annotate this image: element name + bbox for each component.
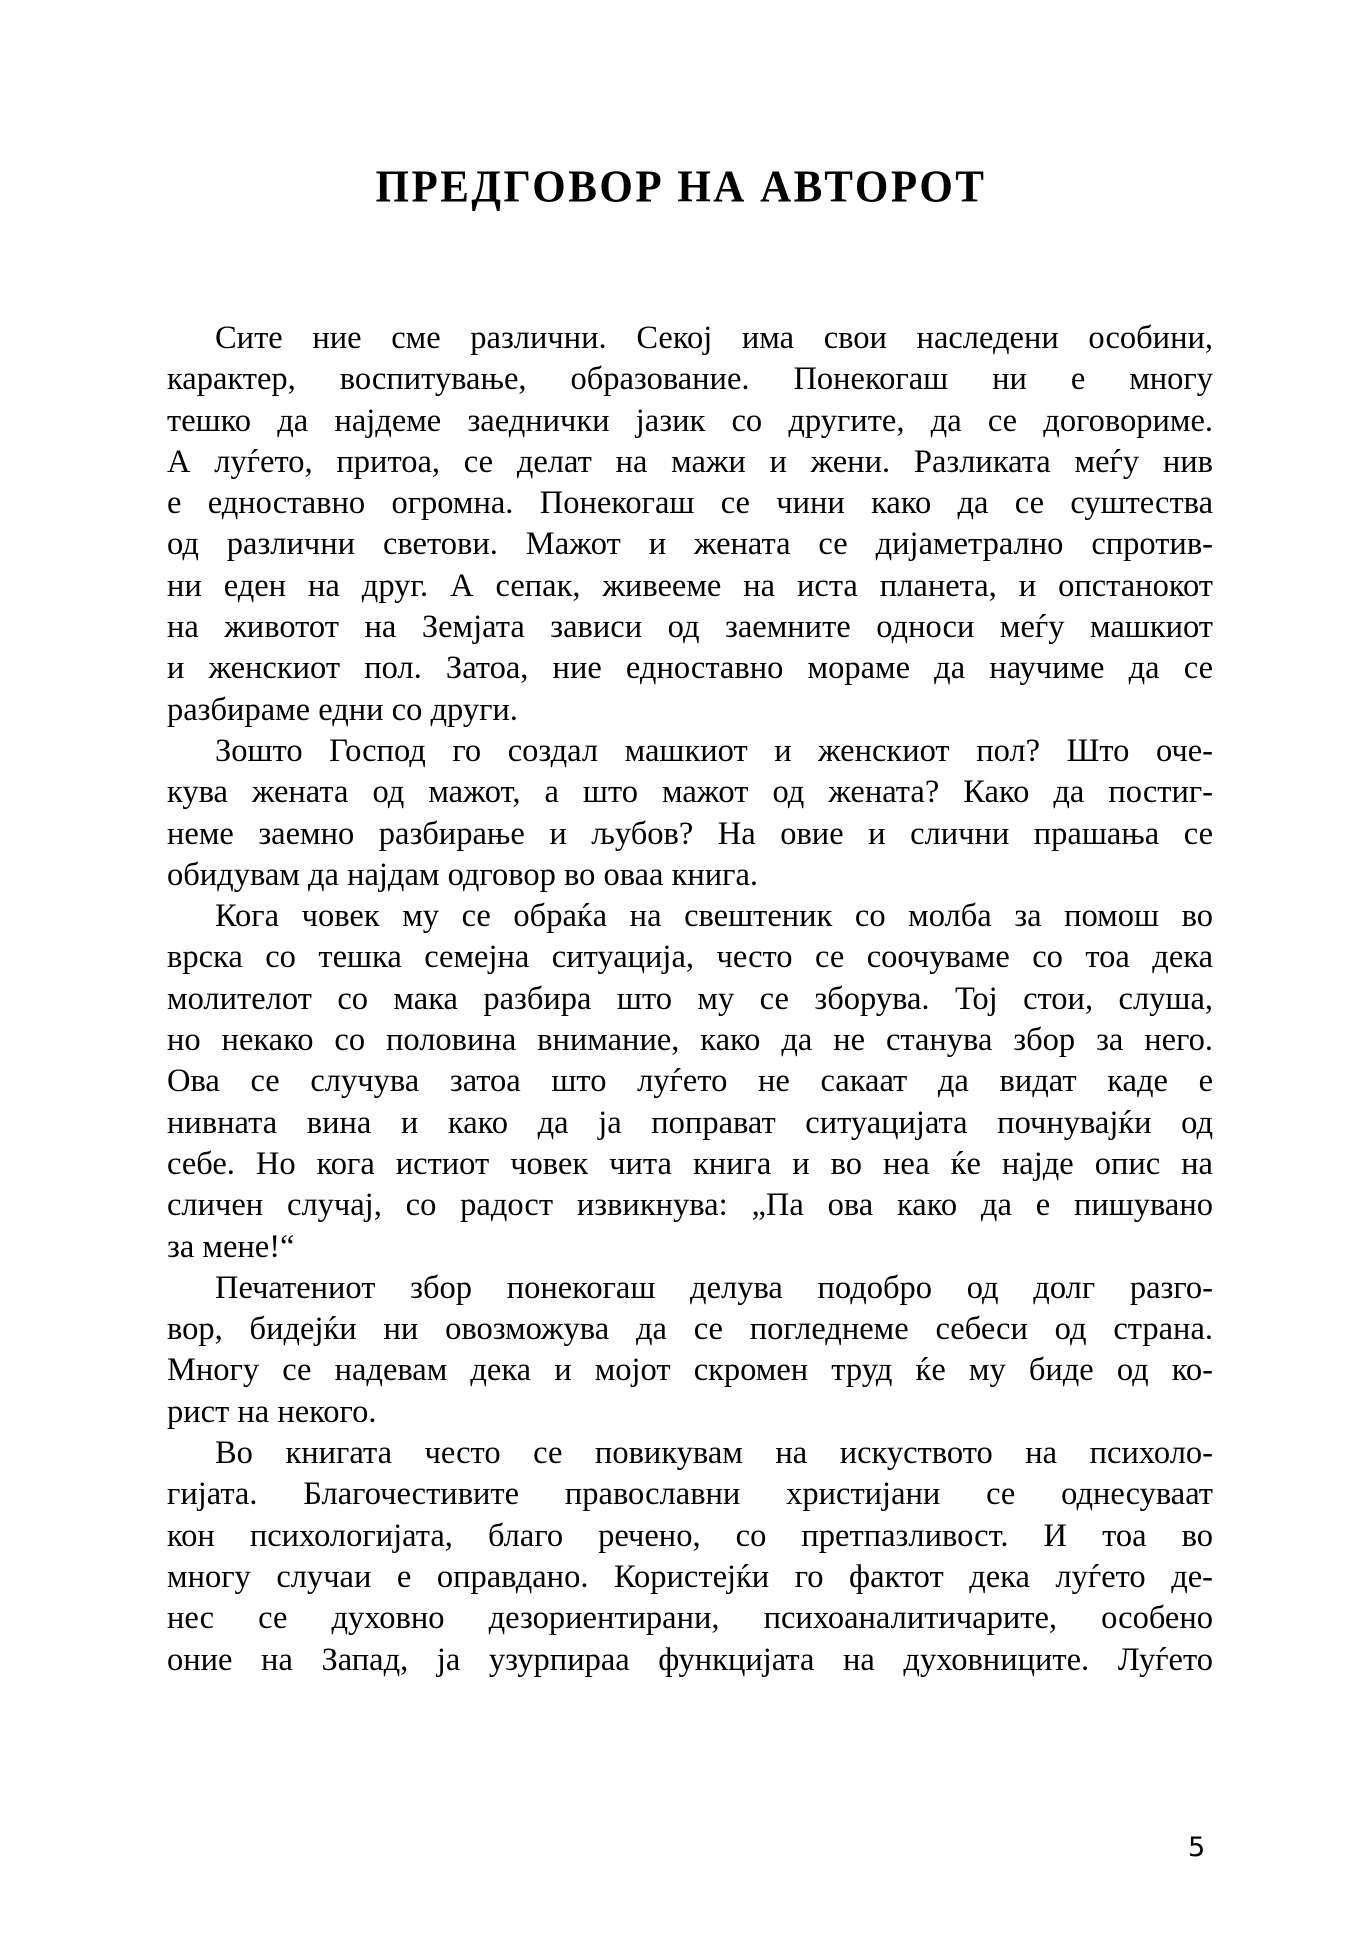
paragraph — [167, 1268, 1213, 1433]
paragraph — [167, 896, 1213, 1268]
text-line: сличен случај, со радост извикнува: „Па ова како да е пишувано — [167, 1187, 1213, 1224]
text-line: и женскиот пол. Затоа, ние едноставно мораме да научиме да се — [167, 650, 1213, 687]
text-line: но некако со половина внимание, како да не станува збор за него. — [167, 1022, 1213, 1059]
text-line: Кога човек му се обраќа на свештеник со молба за помош во — [215, 898, 1213, 935]
text-line: од различни светови. Мажот и жената се дијаметрално спротив- — [167, 526, 1213, 563]
text-line: Сите ние сме различни. Секој има свои наследени особини, — [215, 320, 1213, 356]
text-line: Зошто Господ го создал машкиот и женскиот пол? Што оче- — [215, 732, 1213, 769]
text-line: А луѓето, притоа, се делат на мажи и жени. Разликата меѓу нив — [167, 443, 1213, 480]
text-line: рист на некого. — [167, 1393, 377, 1430]
text-line: на животот на Земјата зависи од заемните односи меѓу машкиот — [167, 609, 1213, 646]
text-line: е едноставно огромна. Понекогаш се чини како да се суштества — [167, 485, 1213, 522]
text-line: вор, бидејќи ни овозможува да се погледнеме себеси од страна. — [167, 1311, 1213, 1348]
text-line: неме заемно разбирање и љубов? На овие и слични прашања се — [167, 815, 1213, 852]
text-line: оние на Запад, ја узурпираа функцијата на духовниците. Луѓето — [167, 1641, 1213, 1678]
text-line: молителот со мака разбира што му се зборува. Тој стои, слуша, — [167, 980, 1213, 1017]
text-line: врска со тешка семејна ситуација, често се соочуваме со тоа дека — [167, 939, 1213, 976]
paragraph — [167, 731, 1213, 896]
text-line: себе. Но кога истиот човек чита книга и во неа ќе најде опис на — [167, 1145, 1213, 1182]
text-line: многу случаи е оправдано. Користејќи го фактот дека луѓето де- — [167, 1558, 1213, 1595]
text-line: нивната вина и како да ја поправат ситуацијата почнувајќи од — [167, 1104, 1213, 1141]
body-text — [167, 318, 1213, 1681]
text-line: Во книгата често се повикувам на искуството на психоло- — [215, 1435, 1213, 1472]
text-line: нес се духовно дезориентирани, психоаналитичарите, особено — [167, 1600, 1213, 1637]
page-number: 5 — [1188, 1832, 1206, 1863]
text-line: тешко да најдеме заеднички јазик со другите, да се договориме. — [167, 402, 1213, 439]
text-line: кува жената од мажот, а што мажот од жената? Како да постиг- — [167, 774, 1213, 811]
text-line: Печатениот збор понекогаш делува подобро од долг разго- — [215, 1269, 1213, 1306]
text-line: за мене!“ — [167, 1228, 295, 1265]
text-line: Ова се случува затоа што луѓето не сакаат да видат каде е — [167, 1063, 1213, 1100]
text-line: разбираме едни со други. — [167, 691, 518, 728]
text-line: ни еден на друг. А сепак, живееме на иста планета, и опстанокот — [167, 567, 1213, 604]
text-line: гијата. Благочестивите православни христијани се однесуваат — [167, 1476, 1213, 1513]
paragraph — [167, 318, 1213, 731]
paragraph — [167, 1433, 1213, 1681]
text-line: Многу се надевам дека и мојот скромен труд ќе му биде од ко- — [167, 1352, 1213, 1389]
text-line: кон психологијата, благо речено, со претпазливост. И тоа во — [167, 1517, 1213, 1554]
text-line: обидувам да најдам одговор во оваа книга. — [167, 856, 759, 893]
chapter-title: ПРЕДГОВОР НА АВТОРОТ — [375, 162, 987, 213]
text-line: карактер, воспитување, образование. Понекогаш ни е многу — [167, 361, 1213, 398]
